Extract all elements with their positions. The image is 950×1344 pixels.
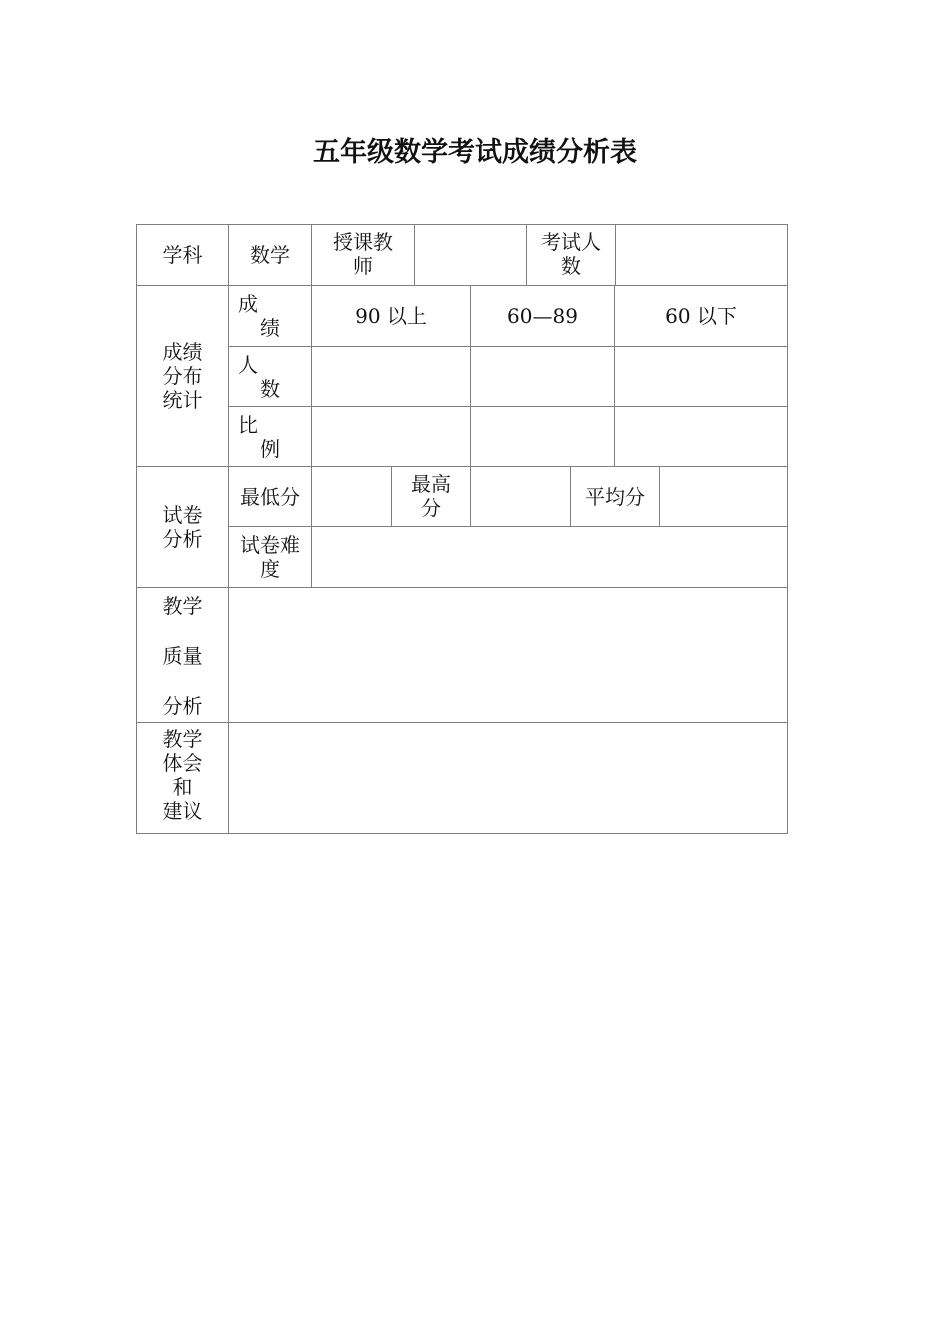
avg-score-label-cell bbox=[570, 466, 660, 527]
paper-section-cell bbox=[136, 466, 229, 588]
teacher-value-cell[interactable] bbox=[414, 224, 527, 286]
examinees-label-line2: 数 bbox=[561, 254, 581, 278]
band-mid-cell bbox=[470, 285, 615, 347]
difficulty-value-cell[interactable] bbox=[311, 526, 788, 588]
subject-value-cell[interactable] bbox=[228, 224, 312, 286]
min-score-label: 最低分 bbox=[240, 484, 300, 509]
difficulty-label-line1: 试卷难 bbox=[240, 533, 300, 557]
ratio-row-label-b: 例 bbox=[260, 437, 280, 461]
ratio-high-cell[interactable] bbox=[311, 406, 471, 467]
difficulty-label-cell bbox=[228, 526, 312, 588]
advice-label-line3: 和 bbox=[172, 775, 193, 799]
ratio-low-cell[interactable] bbox=[614, 406, 788, 467]
quality-label-line3: 分析 bbox=[162, 694, 203, 718]
score-row-label-b: 绩 bbox=[260, 316, 280, 340]
advice-label-line4: 建议 bbox=[162, 799, 203, 823]
min-score-label-cell bbox=[228, 466, 312, 527]
quality-label-cell bbox=[136, 587, 229, 723]
quality-label-line2: 质量 bbox=[162, 644, 203, 668]
teacher-label-line2: 师 bbox=[353, 254, 373, 278]
distribution-label-line3: 统计 bbox=[162, 388, 203, 412]
avg-score-label: 平均分 bbox=[585, 484, 645, 509]
advice-label-cell bbox=[136, 722, 229, 834]
band-high-cell bbox=[311, 285, 471, 347]
examinees-label-line1: 考试人 bbox=[541, 230, 601, 254]
paper-label-line2: 分析 bbox=[162, 527, 203, 551]
count-mid-cell[interactable] bbox=[470, 346, 615, 407]
subject-label: 学科 bbox=[162, 243, 203, 267]
max-score-value-cell[interactable] bbox=[470, 466, 571, 527]
band-low-label: 60 以下 bbox=[665, 304, 737, 328]
avg-score-value-cell[interactable] bbox=[659, 466, 788, 527]
quality-label-line1: 教学 bbox=[162, 594, 203, 618]
teacher-label-line1: 授课教 bbox=[333, 230, 393, 254]
ratio-mid-cell[interactable] bbox=[470, 406, 615, 467]
count-row-label-b: 数 bbox=[260, 377, 280, 401]
count-row-label-cell bbox=[228, 346, 312, 407]
band-high-label: 90 以上 bbox=[355, 304, 427, 328]
distribution-label-line2: 分布 bbox=[162, 364, 203, 388]
max-score-label-cell bbox=[391, 466, 471, 527]
ratio-row-label-cell bbox=[228, 406, 312, 467]
distribution-label-line1: 成绩 bbox=[162, 340, 203, 364]
difficulty-label-line2: 度 bbox=[260, 557, 280, 581]
advice-label-line2: 体会 bbox=[162, 751, 203, 775]
count-low-cell[interactable] bbox=[614, 346, 788, 407]
count-high-cell[interactable] bbox=[311, 346, 471, 407]
teacher-label-cell bbox=[311, 224, 415, 286]
quality-value-cell[interactable] bbox=[228, 587, 788, 723]
band-mid-label: 60—89 bbox=[507, 304, 578, 328]
max-score-label-line1: 最高 bbox=[411, 472, 451, 496]
min-score-value-cell[interactable] bbox=[311, 466, 392, 527]
page-title: 五年级数学考试成绩分析表 bbox=[313, 137, 637, 168]
subject-label-cell bbox=[136, 224, 229, 286]
examinees-value-cell[interactable] bbox=[615, 224, 788, 286]
max-score-label-line2: 分 bbox=[421, 496, 441, 520]
examinees-label-cell bbox=[526, 224, 616, 286]
paper-label-line1: 试卷 bbox=[162, 503, 203, 527]
advice-value-cell[interactable] bbox=[228, 722, 788, 834]
score-analysis-form bbox=[136, 224, 788, 834]
score-row-label-a: 成 bbox=[238, 292, 258, 316]
score-row-label-cell bbox=[228, 285, 312, 347]
ratio-row-label-a: 比 bbox=[238, 413, 258, 437]
distribution-section-cell bbox=[136, 285, 229, 467]
subject-value: 数学 bbox=[250, 243, 290, 267]
advice-label-line1: 教学 bbox=[162, 727, 203, 751]
band-low-cell bbox=[614, 285, 788, 347]
count-row-label-a: 人 bbox=[238, 353, 258, 377]
